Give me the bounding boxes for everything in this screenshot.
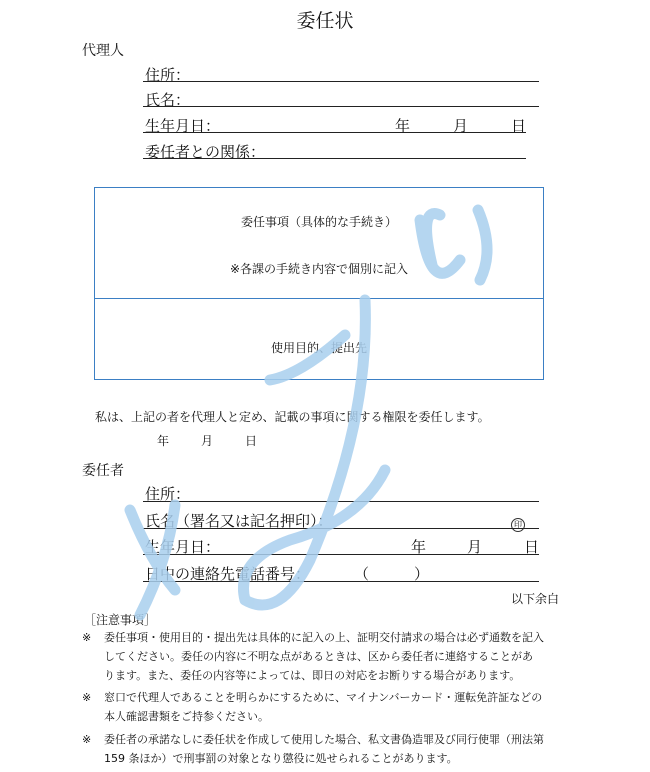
agent-birth-year: 年	[395, 117, 411, 135]
note-2-line-2: 本人確認書類をご持参ください。	[104, 710, 269, 723]
principal-address-label: 住所：	[145, 485, 191, 503]
agent-birth-field[interactable]	[143, 132, 526, 133]
principal-address-field[interactable]	[143, 501, 539, 502]
agent-address-label: 住所：	[145, 66, 191, 84]
note-1-line-3: ります。また、委任の内容等によっては、即日の対応をお断りする場合があります。	[104, 669, 521, 682]
agent-name-field[interactable]	[143, 106, 539, 107]
notes-heading: ［注意事項］	[84, 613, 157, 627]
statement-day: 日	[245, 434, 258, 448]
agent-name-label: 氏名：	[145, 91, 191, 109]
principal-name-label: 氏名（署名又は記名押印）：	[145, 512, 333, 530]
note-3-line-2: 159 条ほか）で刑事罰の対象となり懲役に処せられることがあります。	[104, 752, 458, 765]
matter-title: 委任事項（具体的な手続き）	[240, 215, 397, 229]
principal-birth-month: 月	[467, 538, 483, 556]
end-note: 以下余白	[511, 592, 560, 606]
principal-birth-day: 日	[524, 538, 540, 556]
matter-note: ※各課の手続き内容で個別に記入	[229, 262, 409, 276]
agent-birth-day: 日	[511, 117, 527, 135]
principal-birth-field[interactable]	[143, 554, 539, 555]
delegation-box	[94, 187, 544, 380]
purpose-label: 使用目的、提出先	[270, 341, 367, 355]
principal-phone-label: 日中の連絡先電話番号：	[145, 565, 311, 583]
note-mark-3: ※	[82, 733, 92, 746]
principal-heading: 委任者	[82, 463, 124, 479]
document-title: 委任状	[296, 10, 354, 32]
agent-birth-month: 月	[453, 117, 469, 135]
principal-birth-year: 年	[411, 538, 427, 556]
seal-icon: 印	[511, 518, 525, 532]
seal-mark	[511, 512, 525, 532]
agent-relation-label: 委任者との関係：	[145, 143, 266, 161]
principal-name-field[interactable]	[143, 528, 539, 529]
note-2-line-1: 窓口で代理人であることを明らかにするために、マイナンバーカード・運転免許証などの	[104, 691, 543, 704]
statement-month: 月	[201, 434, 214, 448]
principal-phone-parens: （ ）	[354, 565, 430, 583]
note-mark-2: ※	[82, 691, 92, 704]
delegation-statement: 私は、上記の者を代理人と定め、記載の事項に関する権限を委任します。	[95, 410, 490, 424]
agent-birth-label: 生年月日：	[145, 117, 221, 135]
agent-heading: 代理人	[82, 43, 124, 59]
agent-relation-field[interactable]	[143, 158, 526, 159]
note-1-line-2: してください。委任の内容に不明な点があるときは、区から委任者に連絡することがあ	[104, 650, 533, 663]
note-mark-1: ※	[82, 631, 92, 644]
statement-year: 年	[157, 434, 170, 448]
agent-address-field[interactable]	[143, 81, 539, 82]
note-1-line-1: 委任事項・使用目的・提出先は具体的に記入の上、証明交付請求の場合は必ず通数を記入	[104, 631, 544, 644]
principal-birth-label: 生年月日：	[145, 538, 221, 556]
note-3-line-1: 委任者の承諾なしに委任状を作成して使用した場合、私文書偽造罪及び同行使罪（刑法第	[104, 733, 544, 746]
principal-phone-field[interactable]	[143, 581, 539, 582]
box-divider	[95, 298, 543, 299]
